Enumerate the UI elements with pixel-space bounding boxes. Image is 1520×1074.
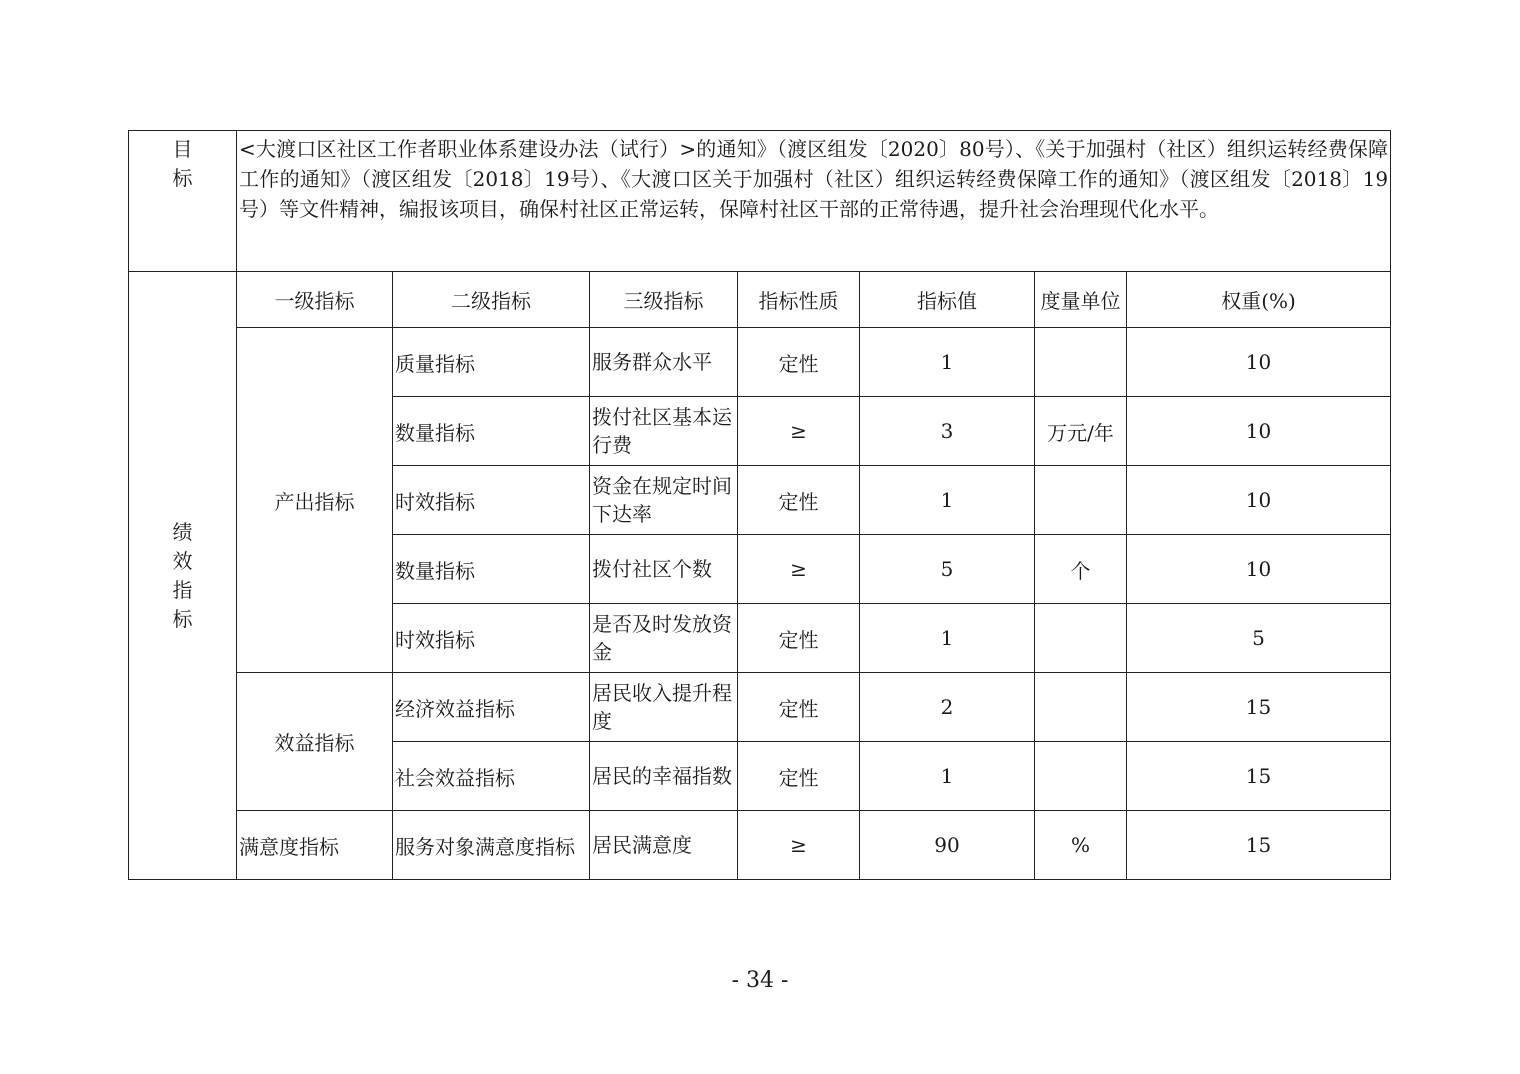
header-cell: 度量单位 bbox=[1035, 272, 1127, 328]
performance-table bbox=[128, 130, 1391, 880]
nature-cell: 定性 bbox=[738, 466, 860, 535]
header-cell: 三级指标 bbox=[590, 272, 738, 328]
goal-label-char: 标 bbox=[172, 166, 193, 190]
header-row bbox=[129, 272, 1391, 328]
table-row bbox=[129, 673, 1391, 742]
nature-cell: ≥ bbox=[738, 811, 860, 880]
unit-cell bbox=[1035, 742, 1127, 811]
weight-cell: 15 bbox=[1127, 742, 1391, 811]
weight-cell: 10 bbox=[1127, 397, 1391, 466]
first-level-cell: 产出指标 bbox=[237, 328, 393, 673]
unit-cell bbox=[1035, 604, 1127, 673]
unit-cell: 万元/年 bbox=[1035, 397, 1127, 466]
unit-cell bbox=[1035, 673, 1127, 742]
second-level-cell: 经济效益指标 bbox=[393, 673, 590, 742]
third-level-cell: 居民的幸福指数 bbox=[590, 742, 738, 811]
nature-cell: 定性 bbox=[738, 673, 860, 742]
second-level-cell: 社会效益指标 bbox=[393, 742, 590, 811]
header-cell: 二级指标 bbox=[393, 272, 590, 328]
perf-label-char: 标 bbox=[172, 606, 193, 631]
perf-label-char: 绩 bbox=[172, 519, 193, 544]
second-level-cell: 数量指标 bbox=[393, 397, 590, 466]
weight-cell: 15 bbox=[1127, 673, 1391, 742]
nature-cell: 定性 bbox=[738, 742, 860, 811]
perf-label bbox=[129, 272, 237, 880]
value-cell: 2 bbox=[860, 673, 1035, 742]
page-number: - 34 - bbox=[731, 968, 789, 993]
third-level-cell: 服务群众水平 bbox=[590, 328, 738, 397]
perf-label-char: 指 bbox=[172, 577, 193, 602]
third-level-cell: 居民收入提升程度 bbox=[590, 673, 738, 742]
second-level-cell: 质量指标 bbox=[393, 328, 590, 397]
goal-text: <大渡口区社区工作者职业体系建设办法（试行）>的通知》（渡区组发〔2020〕80号）、《关于加强村（社区）组织运转经费保障工作的通知》（渡区组发〔2018〕19号）、《大渡口区关于加强村（社区）组织运转经费保障工作的通知》（渡区组发〔2018〕19号）等文件精神，编报该项目，确保村社区正常运转，保障村社区干部的正常待遇，提升社会治理现代化水平。 bbox=[237, 131, 1391, 272]
nature-cell: 定性 bbox=[738, 604, 860, 673]
header-cell: 指标性质 bbox=[738, 272, 860, 328]
third-level-cell: 拨付社区基本运行费 bbox=[590, 397, 738, 466]
value-cell: 1 bbox=[860, 328, 1035, 397]
unit-cell: 个 bbox=[1035, 535, 1127, 604]
unit-cell: % bbox=[1035, 811, 1127, 880]
nature-cell: ≥ bbox=[738, 397, 860, 466]
header-cell: 权重(%) bbox=[1127, 272, 1391, 328]
first-level-cell: 满意度指标 bbox=[237, 811, 393, 880]
perf-label-char: 效 bbox=[172, 548, 193, 573]
weight-cell: 10 bbox=[1127, 535, 1391, 604]
nature-cell: ≥ bbox=[738, 535, 860, 604]
goal-row bbox=[129, 131, 1391, 272]
table-row bbox=[129, 328, 1391, 397]
third-level-cell: 拨付社区个数 bbox=[590, 535, 738, 604]
third-level-cell: 资金在规定时间下达率 bbox=[590, 466, 738, 535]
weight-cell: 15 bbox=[1127, 811, 1391, 880]
value-cell: 90 bbox=[860, 811, 1035, 880]
unit-cell bbox=[1035, 328, 1127, 397]
nature-cell: 定性 bbox=[738, 328, 860, 397]
second-level-cell: 服务对象满意度指标 bbox=[393, 811, 590, 880]
second-level-cell: 时效指标 bbox=[393, 604, 590, 673]
header-cell: 一级指标 bbox=[237, 272, 393, 328]
third-level-cell: 是否及时发放资金 bbox=[590, 604, 738, 673]
second-level-cell: 时效指标 bbox=[393, 466, 590, 535]
weight-cell: 5 bbox=[1127, 604, 1391, 673]
value-cell: 3 bbox=[860, 397, 1035, 466]
table-row bbox=[129, 811, 1391, 880]
goal-label bbox=[129, 131, 237, 272]
header-cell: 指标值 bbox=[860, 272, 1035, 328]
value-cell: 1 bbox=[860, 604, 1035, 673]
goal-label-char: 目 bbox=[172, 137, 193, 161]
value-cell: 1 bbox=[860, 742, 1035, 811]
value-cell: 5 bbox=[860, 535, 1035, 604]
first-level-cell: 效益指标 bbox=[237, 673, 393, 811]
value-cell: 1 bbox=[860, 466, 1035, 535]
third-level-cell: 居民满意度 bbox=[590, 811, 738, 880]
weight-cell: 10 bbox=[1127, 328, 1391, 397]
second-level-cell: 数量指标 bbox=[393, 535, 590, 604]
unit-cell bbox=[1035, 466, 1127, 535]
weight-cell: 10 bbox=[1127, 466, 1391, 535]
